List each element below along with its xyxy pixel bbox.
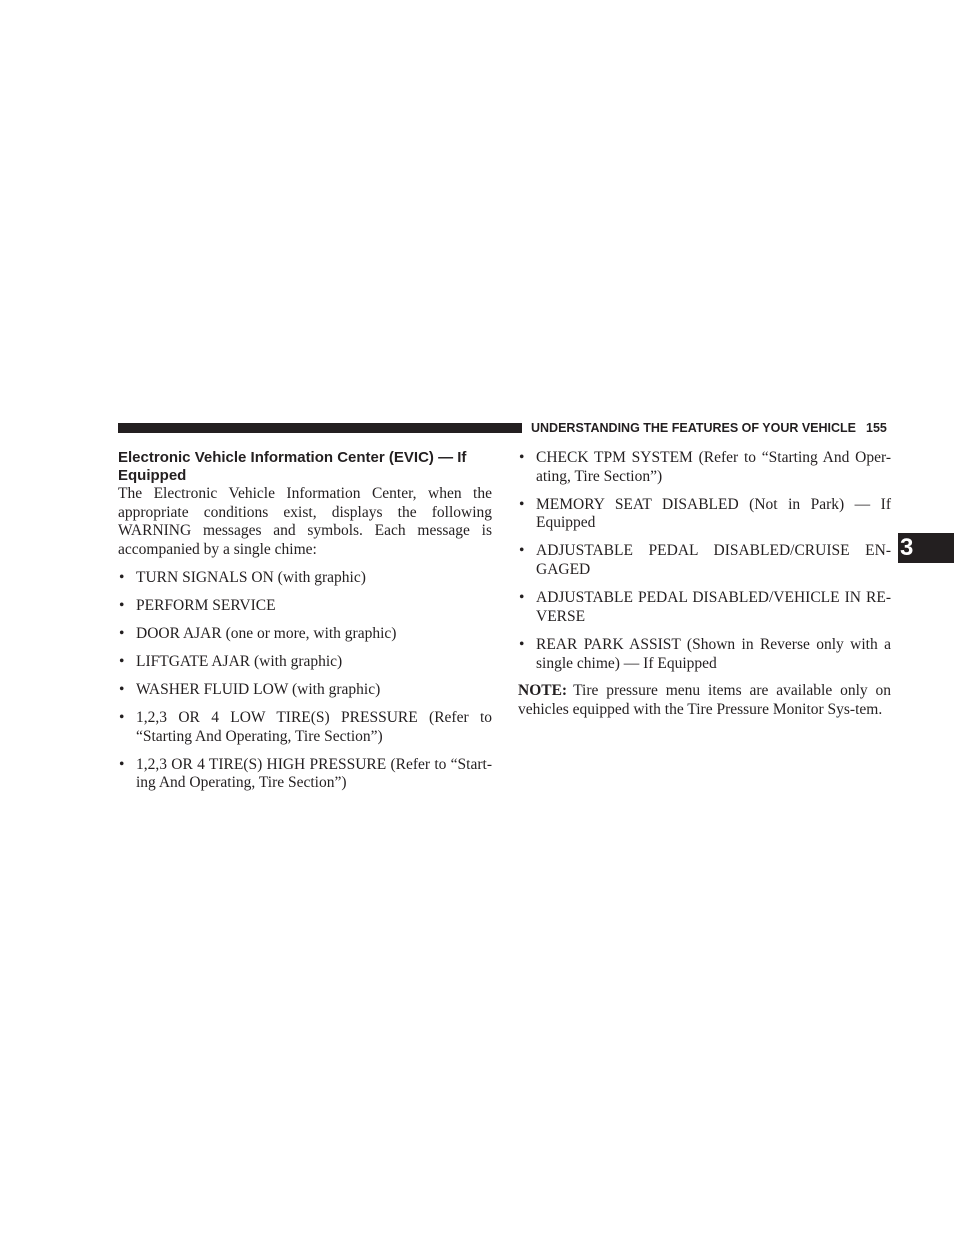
intro-paragraph: The Electronic Vehicle Information Center, when the appropriate conditions exist, displays the following WARNING messages and symbols. Each message is accompanied by a single chime: (118, 485, 492, 559)
list-item (118, 597, 492, 616)
list-item (118, 569, 492, 588)
bullet-icon: • (119, 652, 125, 670)
list-item-text: LIFTGATE AJAR (with graphic) (136, 652, 343, 670)
note-text: Tire pressure menu items are available only on vehicles equipped with the Tire Pressure Monitor Sys-tem. (518, 682, 891, 718)
note-paragraph (518, 682, 891, 719)
right-column (518, 449, 891, 720)
section-heading: Electronic Vehicle Information Center (EVIC) — If Equipped (118, 449, 467, 484)
list-item (118, 756, 492, 793)
list-item-text: REAR PARK ASSIST (Shown in Reverse only with a single chime) — If Equipped (536, 635, 891, 672)
warning-list-left (118, 569, 492, 793)
header-rule (118, 423, 522, 433)
list-item-text: MEMORY SEAT DISABLED (Not in Park) — If Equipped (536, 495, 891, 532)
list-item-text: DOOR AJAR (one or more, with graphic) (136, 624, 397, 642)
list-item (118, 709, 492, 746)
bullet-icon: • (119, 624, 125, 642)
list-item (118, 625, 492, 644)
list-item-text: 1,2,3 OR 4 TIRE(S) HIGH PRESSURE (Refer to “Start-ing And Operating, Tire Section”) (136, 755, 492, 792)
bullet-icon: • (519, 635, 525, 653)
list-item-text: PERFORM SERVICE (136, 596, 276, 614)
bullet-icon: • (519, 542, 525, 560)
list-item-text: ADJUSTABLE PEDAL DISABLED/CRUISE EN-GAGED (536, 542, 891, 579)
list-item (118, 653, 492, 672)
list-item (518, 589, 891, 626)
list-item (518, 449, 891, 486)
page-number: 155 (866, 421, 887, 435)
note-label: NOTE: (518, 682, 568, 700)
list-item-text: 1,2,3 OR 4 LOW TIRE(S) PRESSURE (Refer to “Starting And Operating, Tire Section”) (136, 708, 492, 745)
bullet-icon: • (519, 589, 525, 607)
chapter-tab: 3 (898, 533, 954, 563)
bullet-icon: • (519, 449, 525, 466)
bullet-icon: • (119, 708, 125, 726)
bullet-icon: • (119, 596, 125, 614)
list-item (518, 542, 891, 579)
list-item-text: TURN SIGNALS ON (with graphic) (136, 568, 366, 586)
list-item (518, 496, 891, 533)
bullet-icon: • (519, 495, 525, 513)
list-item (518, 636, 891, 673)
left-column (118, 449, 492, 793)
section-title: UNDERSTANDING THE FEATURES OF YOUR VEHICLE (531, 421, 857, 435)
bullet-icon: • (119, 680, 125, 698)
warning-list-right (518, 449, 891, 673)
list-item-text: WASHER FLUID LOW (with graphic) (136, 680, 381, 698)
running-header (531, 420, 891, 436)
bullet-icon: • (119, 755, 125, 773)
list-item-text: ADJUSTABLE PEDAL DISABLED/VEHICLE IN RE-VERSE (536, 589, 891, 625)
list-item-text: CHECK TPM SYSTEM (Refer to “Starting And Oper-ating, Tire Section”) (536, 449, 891, 485)
bullet-icon: • (119, 568, 125, 586)
list-item (118, 681, 492, 700)
